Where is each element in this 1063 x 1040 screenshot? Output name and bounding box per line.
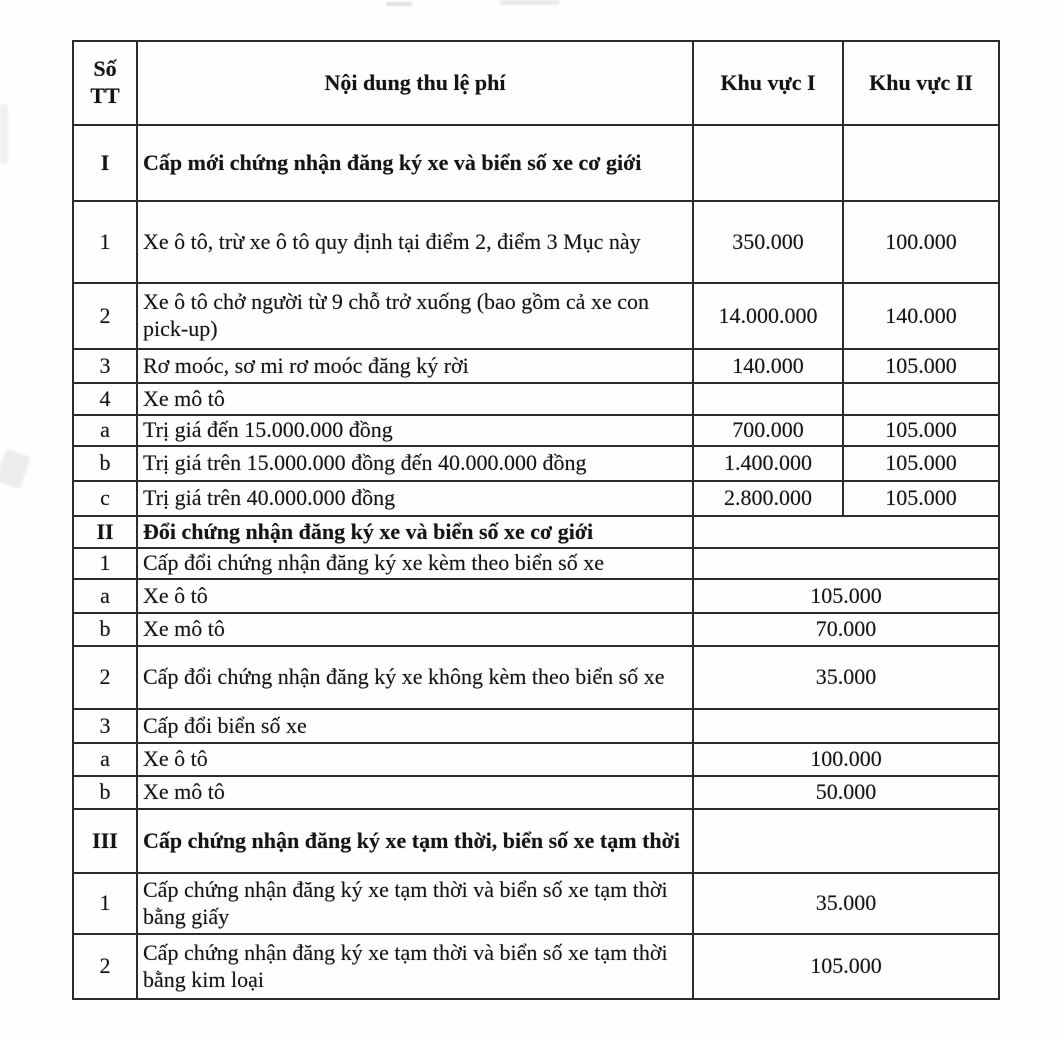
- fee-schedule-table: [72, 40, 1000, 1000]
- scan-artifact: [386, 2, 412, 6]
- region1-fee-cell: 140.000: [693, 349, 843, 383]
- merged-fee-cell: 70.000: [693, 613, 999, 646]
- fee-description-cell: Cấp chứng nhận đăng ký xe tạm thời và biển số xe tạm thời bằng kim loại: [137, 934, 693, 999]
- merged-fee-cell: [693, 516, 999, 548]
- row-number-cell: 3: [73, 709, 137, 743]
- row-number-cell: b: [73, 613, 137, 646]
- scan-artifact: [0, 449, 31, 489]
- table-row: [73, 579, 999, 613]
- fee-description-cell: Xe ô tô chở người từ 9 chỗ trở xuống (bao gồm cả xe con pick-up): [137, 283, 693, 349]
- region2-fee-cell: [843, 383, 999, 415]
- row-number-cell: a: [73, 415, 137, 446]
- fee-description-cell: Xe ô tô, trừ xe ô tô quy định tại điểm 2, điểm 3 Mục này: [137, 201, 693, 283]
- fee-description-cell: Đổi chứng nhận đăng ký xe và biển số xe cơ giới: [137, 516, 693, 548]
- row-number-cell: III: [73, 809, 137, 873]
- table-row: [73, 709, 999, 743]
- fee-description-cell: Rơ moóc, sơ mi rơ moóc đăng ký rời: [137, 349, 693, 383]
- row-number-cell: I: [73, 125, 137, 201]
- fee-description-cell: Xe ô tô: [137, 579, 693, 613]
- header-cell-number: Số TT: [73, 41, 137, 125]
- fee-description-cell: Cấp đổi biển số xe: [137, 709, 693, 743]
- region2-fee-cell: 105.000: [843, 446, 999, 481]
- row-number-cell: 3: [73, 349, 137, 383]
- table-row: [73, 446, 999, 481]
- fee-description-cell: Xe mô tô: [137, 383, 693, 415]
- table-row: [73, 776, 999, 809]
- table-row: [73, 934, 999, 999]
- header-cell-region2: Khu vực II: [843, 41, 999, 125]
- table-row: [73, 283, 999, 349]
- row-number-cell: 2: [73, 646, 137, 709]
- merged-fee-cell: 100.000: [693, 743, 999, 776]
- row-number-cell: 4: [73, 383, 137, 415]
- region1-fee-cell: [693, 125, 843, 201]
- fee-description-cell: Xe mô tô: [137, 613, 693, 646]
- region1-fee-cell: 350.000: [693, 201, 843, 283]
- row-number-cell: a: [73, 743, 137, 776]
- table-row: [73, 613, 999, 646]
- table-row: [73, 873, 999, 934]
- fee-description-cell: Cấp mới chứng nhận đăng ký xe và biển số xe cơ giới: [137, 125, 693, 201]
- table-row: [73, 481, 999, 516]
- table-row: [73, 383, 999, 415]
- table-row: [73, 743, 999, 776]
- region2-fee-cell: [843, 125, 999, 201]
- fee-description-cell: Trị giá trên 40.000.000 đồng: [137, 481, 693, 516]
- section-row-III: [73, 809, 999, 873]
- fee-description-cell: Cấp chứng nhận đăng ký xe tạm thời và biển số xe tạm thời bằng giấy: [137, 873, 693, 934]
- region2-fee-cell: 105.000: [843, 415, 999, 446]
- table-row: [73, 349, 999, 383]
- fee-description-cell: Cấp đổi chứng nhận đăng ký xe không kèm theo biển số xe: [137, 646, 693, 709]
- merged-fee-cell: 35.000: [693, 873, 999, 934]
- header-cell-region1: Khu vực I: [693, 41, 843, 125]
- region2-fee-cell: 105.000: [843, 349, 999, 383]
- scan-artifact: [500, 0, 560, 5]
- merged-fee-cell: 105.000: [693, 934, 999, 999]
- fee-description-cell: Xe mô tô: [137, 776, 693, 809]
- row-number-cell: 1: [73, 873, 137, 934]
- merged-fee-cell: [693, 709, 999, 743]
- merged-fee-cell: [693, 809, 999, 873]
- section-row-I: [73, 125, 999, 201]
- region2-fee-cell: 105.000: [843, 481, 999, 516]
- fee-description-cell: Trị giá trên 15.000.000 đồng đến 40.000.000 đồng: [137, 446, 693, 481]
- fee-description-cell: Trị giá đến 15.000.000 đồng: [137, 415, 693, 446]
- fee-description-cell: Xe ô tô: [137, 743, 693, 776]
- region1-fee-cell: 700.000: [693, 415, 843, 446]
- row-number-cell: b: [73, 776, 137, 809]
- table-header-row: [73, 41, 999, 125]
- fee-description-cell: Cấp chứng nhận đăng ký xe tạm thời, biển số xe tạm thời: [137, 809, 693, 873]
- row-number-cell: c: [73, 481, 137, 516]
- region1-fee-cell: 2.800.000: [693, 481, 843, 516]
- region1-fee-cell: 1.400.000: [693, 446, 843, 481]
- region2-fee-cell: 100.000: [843, 201, 999, 283]
- merged-fee-cell: 35.000: [693, 646, 999, 709]
- merged-fee-cell: [693, 548, 999, 579]
- row-number-cell: 1: [73, 201, 137, 283]
- region1-fee-cell: [693, 383, 843, 415]
- row-number-cell: 1: [73, 548, 137, 579]
- region2-fee-cell: 140.000: [843, 283, 999, 349]
- region1-fee-cell: 14.000.000: [693, 283, 843, 349]
- merged-fee-cell: 50.000: [693, 776, 999, 809]
- table-row: [73, 201, 999, 283]
- row-number-cell: 2: [73, 283, 137, 349]
- table-row: [73, 415, 999, 446]
- table-row: [73, 548, 999, 579]
- row-number-cell: 2: [73, 934, 137, 999]
- row-number-cell: b: [73, 446, 137, 481]
- merged-fee-cell: 105.000: [693, 579, 999, 613]
- header-cell-content: Nội dung thu lệ phí: [137, 41, 693, 125]
- row-number-cell: a: [73, 579, 137, 613]
- section-row-II: [73, 516, 999, 548]
- table-row: [73, 646, 999, 709]
- row-number-cell: II: [73, 516, 137, 548]
- scan-artifact: [0, 104, 8, 164]
- fee-description-cell: Cấp đổi chứng nhận đăng ký xe kèm theo biển số xe: [137, 548, 693, 579]
